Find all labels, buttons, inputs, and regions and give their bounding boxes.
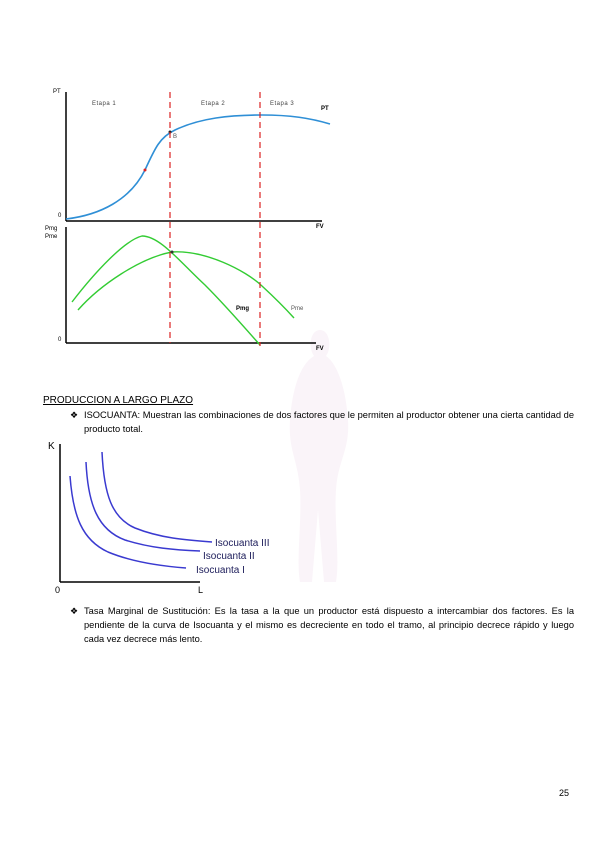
- top-y-axis-label: PT: [53, 89, 61, 95]
- isoquant-iii-curve: [102, 452, 212, 542]
- iso-x-axis-label: L: [198, 585, 204, 595]
- isoquant-ii-label: Isocuanta II: [203, 551, 255, 562]
- page-number: 25: [559, 788, 570, 798]
- iso-y-axis-label: K: [48, 441, 55, 452]
- section-heading: PRODUCCION A LARGO PLAZO: [43, 395, 194, 406]
- average-product-curve: [78, 252, 294, 318]
- isoquant-figure: [0, 430, 320, 600]
- stage-2-label: Etapa 2: [201, 101, 226, 107]
- pme-max-marker: [171, 251, 174, 254]
- bullet-tms: [70, 604, 574, 646]
- isoquant-ii-curve: [86, 462, 200, 551]
- production-figure: [0, 0, 600, 380]
- marginal-product-curve: [72, 236, 260, 345]
- bullet-diamond-icon: ❖: [70, 410, 79, 420]
- bottom-x-axis-label: FV: [316, 346, 324, 352]
- bullet-isocuanta-text: ISOCUANTA: Muestran las combinaciones de dos factores que le permiten al productor obtener una cierta cantidad de producto total.: [84, 410, 574, 434]
- isoquant-i-curve: [70, 476, 186, 568]
- bottom-y-axis-label-pme: Pme: [45, 234, 58, 240]
- total-product-label: PT: [321, 106, 329, 112]
- inflection-point-marker: [144, 169, 147, 172]
- top-x-axis-label: FV: [316, 224, 324, 230]
- bottom-y-axis-label-pmg: Pmg: [45, 226, 58, 232]
- average-product-label: Pme: [291, 306, 304, 312]
- isoquant-i-label: Isocuanta I: [196, 565, 245, 576]
- marginal-product-label: Pmg: [236, 306, 250, 312]
- iso-origin-label: 0: [55, 585, 61, 595]
- bullet-diamond-icon: ❖: [70, 606, 79, 616]
- bullet-tms-text: Tasa Marginal de Sustitución: Es la tasa a la que un productor está dispuesto a intercambiar dos factores. Es la pendiente de la curva de Isocuanta y el mismo es decreciente en todo el tramo, al principio decrece rápido y luego cada vez decrece más lento.: [84, 606, 574, 644]
- isoquant-iii-label: Isocuanta III: [215, 538, 270, 549]
- top-origin-label: 0: [58, 213, 62, 219]
- point-b-label: B: [173, 134, 178, 140]
- total-product-curve: [66, 115, 330, 219]
- stage-3-label: Etapa 3: [270, 101, 295, 107]
- bottom-origin-label: 0: [58, 337, 62, 343]
- stage-1-label: Etapa 1: [92, 101, 117, 107]
